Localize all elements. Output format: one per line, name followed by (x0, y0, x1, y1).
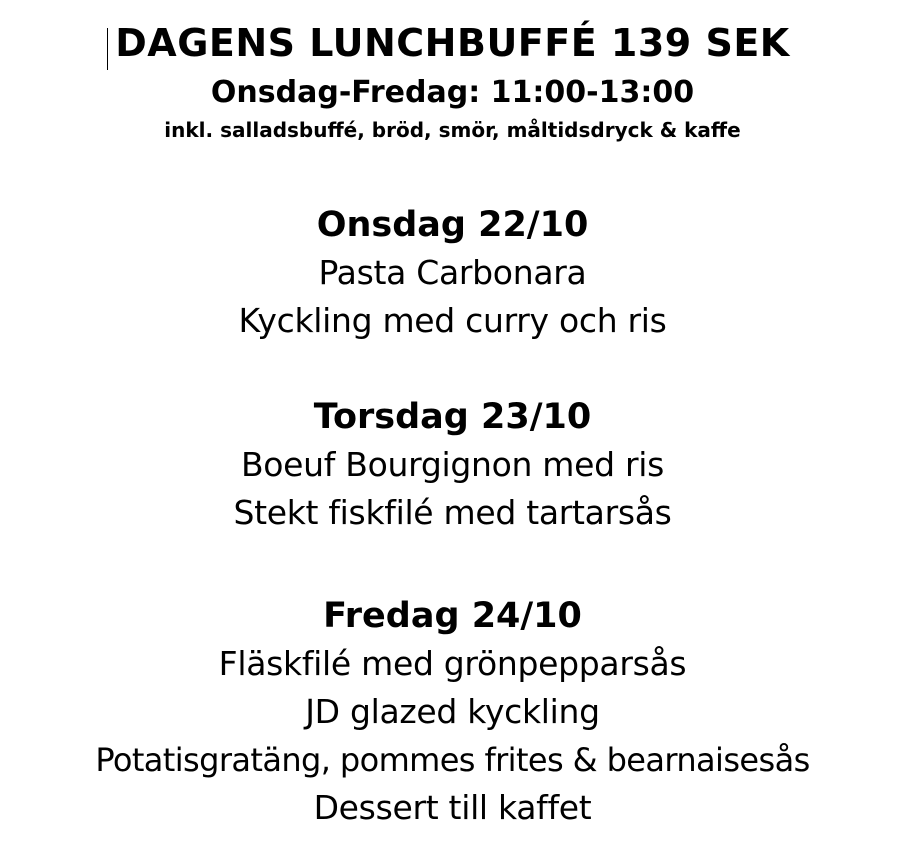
menu-title: DAGENS LUNCHBUFFÉ 139 SEK (115, 21, 790, 65)
dish-item: Dessert till kaffet (313, 788, 592, 827)
dish-item: Kyckling med curry och ris (238, 301, 667, 340)
day-heading: Fredag 24/10 (323, 596, 582, 636)
day-section-wednesday (0, 201, 905, 345)
dish-item: JD glazed kyckling (305, 692, 600, 731)
day-section-friday (0, 592, 905, 832)
dish-item: Fläskfilé med grönpepparsås (218, 644, 687, 683)
day-heading: Onsdag 22/10 (316, 205, 589, 245)
dish-item: Stekt fiskfilé med tartarsås (233, 493, 672, 532)
dish-item: Pasta Carbonara (318, 253, 587, 292)
day-section-thursday (0, 393, 905, 537)
menu-hours: Onsdag-Fredag: 11:00-13:00 (210, 75, 695, 110)
dish-item: Potatisgratäng, pommes frites & bearnaisesås (95, 741, 810, 779)
dish-item: Boeuf Bourgignon med ris (240, 445, 665, 484)
menu-includes: inkl. salladsbuffé, bröd, smör, måltidsdryck & kaffe (164, 118, 741, 142)
day-heading: Torsdag 23/10 (313, 397, 592, 437)
